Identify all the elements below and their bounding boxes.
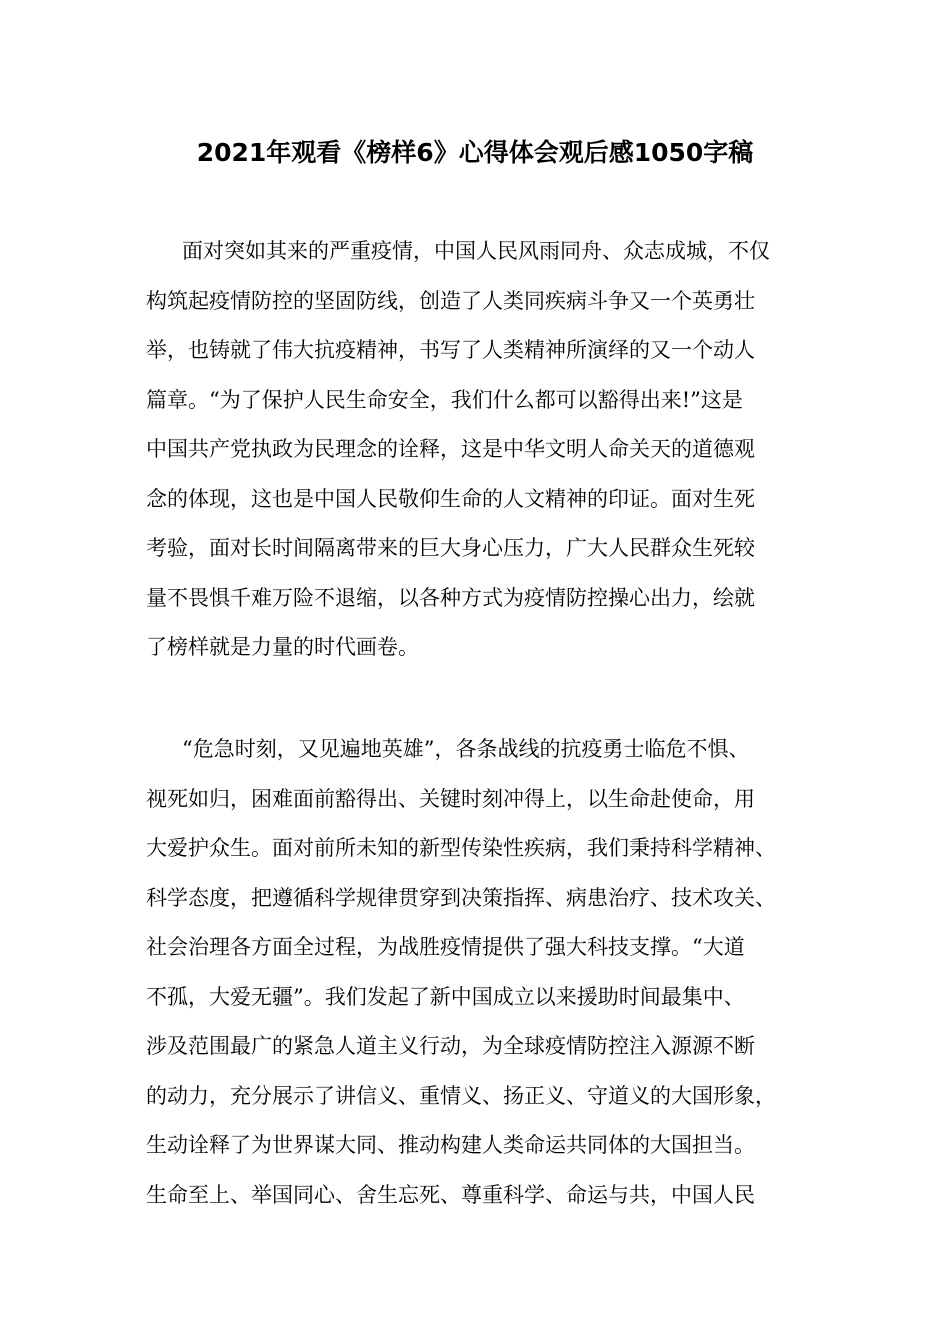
text-line: 生命至上、举国同心、舍生忘死、尊重科学、命运与共，中国人民	[146, 1182, 755, 1207]
text-line: 量不畏惧千难万险不退缩，以各种方式为疫情防控操心出力，绘就	[146, 585, 755, 610]
text-line: 了榜样就是力量的时代画卷。	[146, 635, 419, 659]
text-line: 举，也铸就了伟大抗疫精神，书写了人类精神所演绎的又一个动人	[146, 338, 755, 362]
text-line: 面对突如其来的严重疫情，中国人民风雨同舟、众志成城，不仅	[182, 239, 770, 263]
text-line: 社会治理各方面全过程，为战胜疫情提供了强大科技支撑。“大道	[146, 935, 745, 959]
paragraph-2	[146, 725, 826, 1220]
text-line: 考验，面对长时间隔离带来的巨大身心压力，广大人民群众生死较	[146, 536, 755, 560]
text-line: 大爱护众生。面对前所未知的新型传染性疾病，我们秉持科学精神、	[146, 836, 776, 860]
text-line: 构筑起疫情防控的坚固防线，创造了人类同疾病斗争又一个英勇壮	[146, 288, 755, 313]
text-line: 中国共产党执政为民理念的诠释，这是中华文明人命关天的道德观	[146, 437, 755, 461]
text-line: 篇章。“为了保护人民生命安全，我们什么都可以豁得出来!”这是	[146, 387, 743, 412]
text-line: 的动力，充分展示了讲信义、重情义、扬正义、守道义的大国形象，	[146, 1083, 776, 1108]
document-title: 2021年观看《榜样6》心得体会观后感1050字稿	[196, 138, 754, 167]
text-line: 涉及范围最广的紧急人道主义行动，为全球疫情防控注入源源不断	[146, 1034, 755, 1058]
text-line: 念的体现，这也是中国人民敬仰生命的人文精神的印证。面对生死	[146, 486, 755, 511]
text-line: 不孤，大爱无疆”。我们发起了新中国成立以来援助时间最集中、	[146, 984, 745, 1009]
text-line: 科学态度，把遵循科学规律贯穿到决策指挥、病患治疗、技术攻关、	[146, 885, 776, 910]
text-line: 生动诠释了为世界谋大同、推动构建人类命运共同体的大国担当。	[146, 1133, 755, 1157]
paragraph-1	[146, 227, 826, 673]
text-line: “危急时刻，又见遍地英雄”，各条战线的抗疫勇士临危不惧、	[182, 737, 750, 761]
text-line: 视死如归，困难面前豁得出、关键时刻冲得上，以生命赴使命，用	[146, 786, 755, 811]
